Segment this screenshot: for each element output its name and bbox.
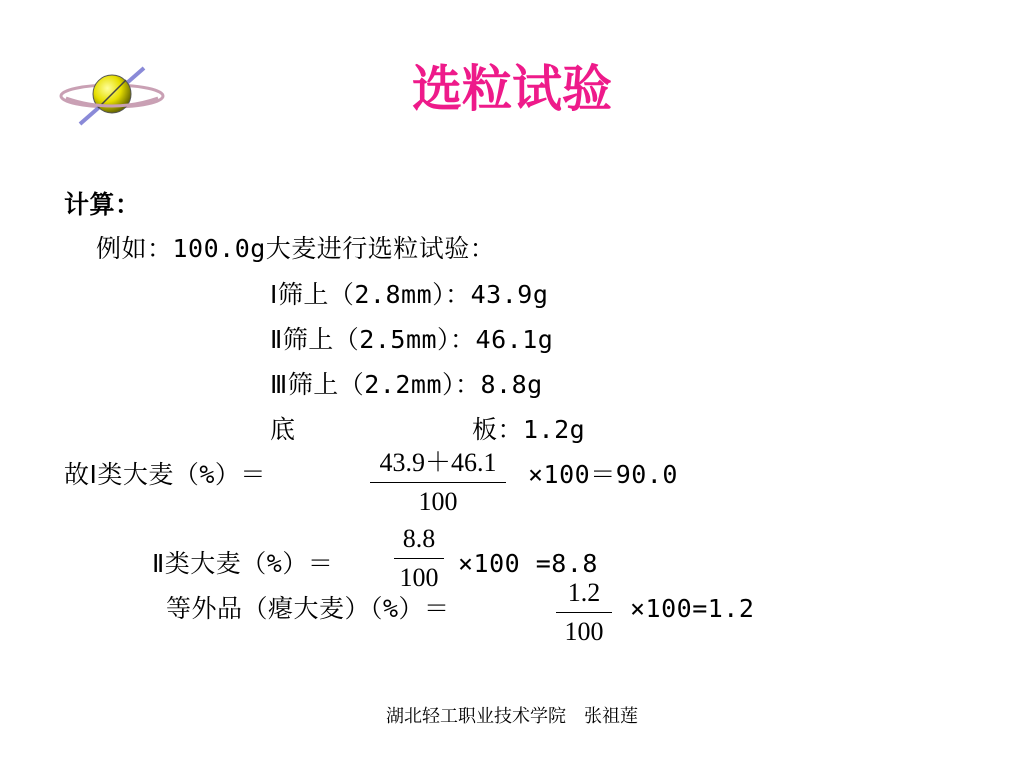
example-text: 例如：100.0g大麦进行选粒试验：	[96, 234, 496, 263]
calc1-suffix: ×100＝90.0	[528, 460, 678, 489]
slide-title: 选粒试验	[412, 60, 612, 118]
calc1-prefix: 故Ⅰ类大麦（%）＝	[64, 460, 266, 489]
fraction-bar	[556, 612, 612, 613]
fraction-bar	[370, 482, 506, 483]
calc2-numerator: 8.8	[402, 524, 436, 553]
calc3-numerator: 1.2	[567, 578, 601, 607]
calc1-fraction	[370, 448, 506, 517]
calc3-fraction	[556, 578, 612, 647]
bottom-right-label: 板：1.2g	[472, 415, 586, 444]
bottom-left-label: 底	[270, 415, 296, 444]
calc1-numerator: 43.9＋46.1	[379, 448, 497, 477]
calc3-prefix: 等外品（瘪大麦）（%）＝	[166, 594, 450, 623]
footer-credit: 湖北轻工职业技术学院 张祖莲	[386, 706, 638, 727]
calc3-denominator: 100	[564, 617, 604, 646]
calc2-prefix: Ⅱ类大麦（%）＝	[152, 549, 334, 578]
calc2-fraction	[394, 524, 444, 593]
fraction-bar	[394, 558, 444, 559]
calc2-suffix: ×100 =8.8	[458, 549, 598, 578]
sieve-2-line: Ⅱ筛上（2.5mm）：46.1g	[270, 325, 554, 354]
sieve-1-line: Ⅰ筛上（2.8mm）：43.9g	[270, 280, 549, 309]
calc2-denominator: 100	[399, 563, 439, 592]
calc1-denominator: 100	[418, 487, 458, 516]
sieve-3-line: Ⅲ筛上（2.2mm）：8.8g	[270, 370, 543, 399]
calc-heading: 计算：	[64, 190, 141, 219]
calc3-suffix: ×100=1.2	[630, 594, 755, 623]
